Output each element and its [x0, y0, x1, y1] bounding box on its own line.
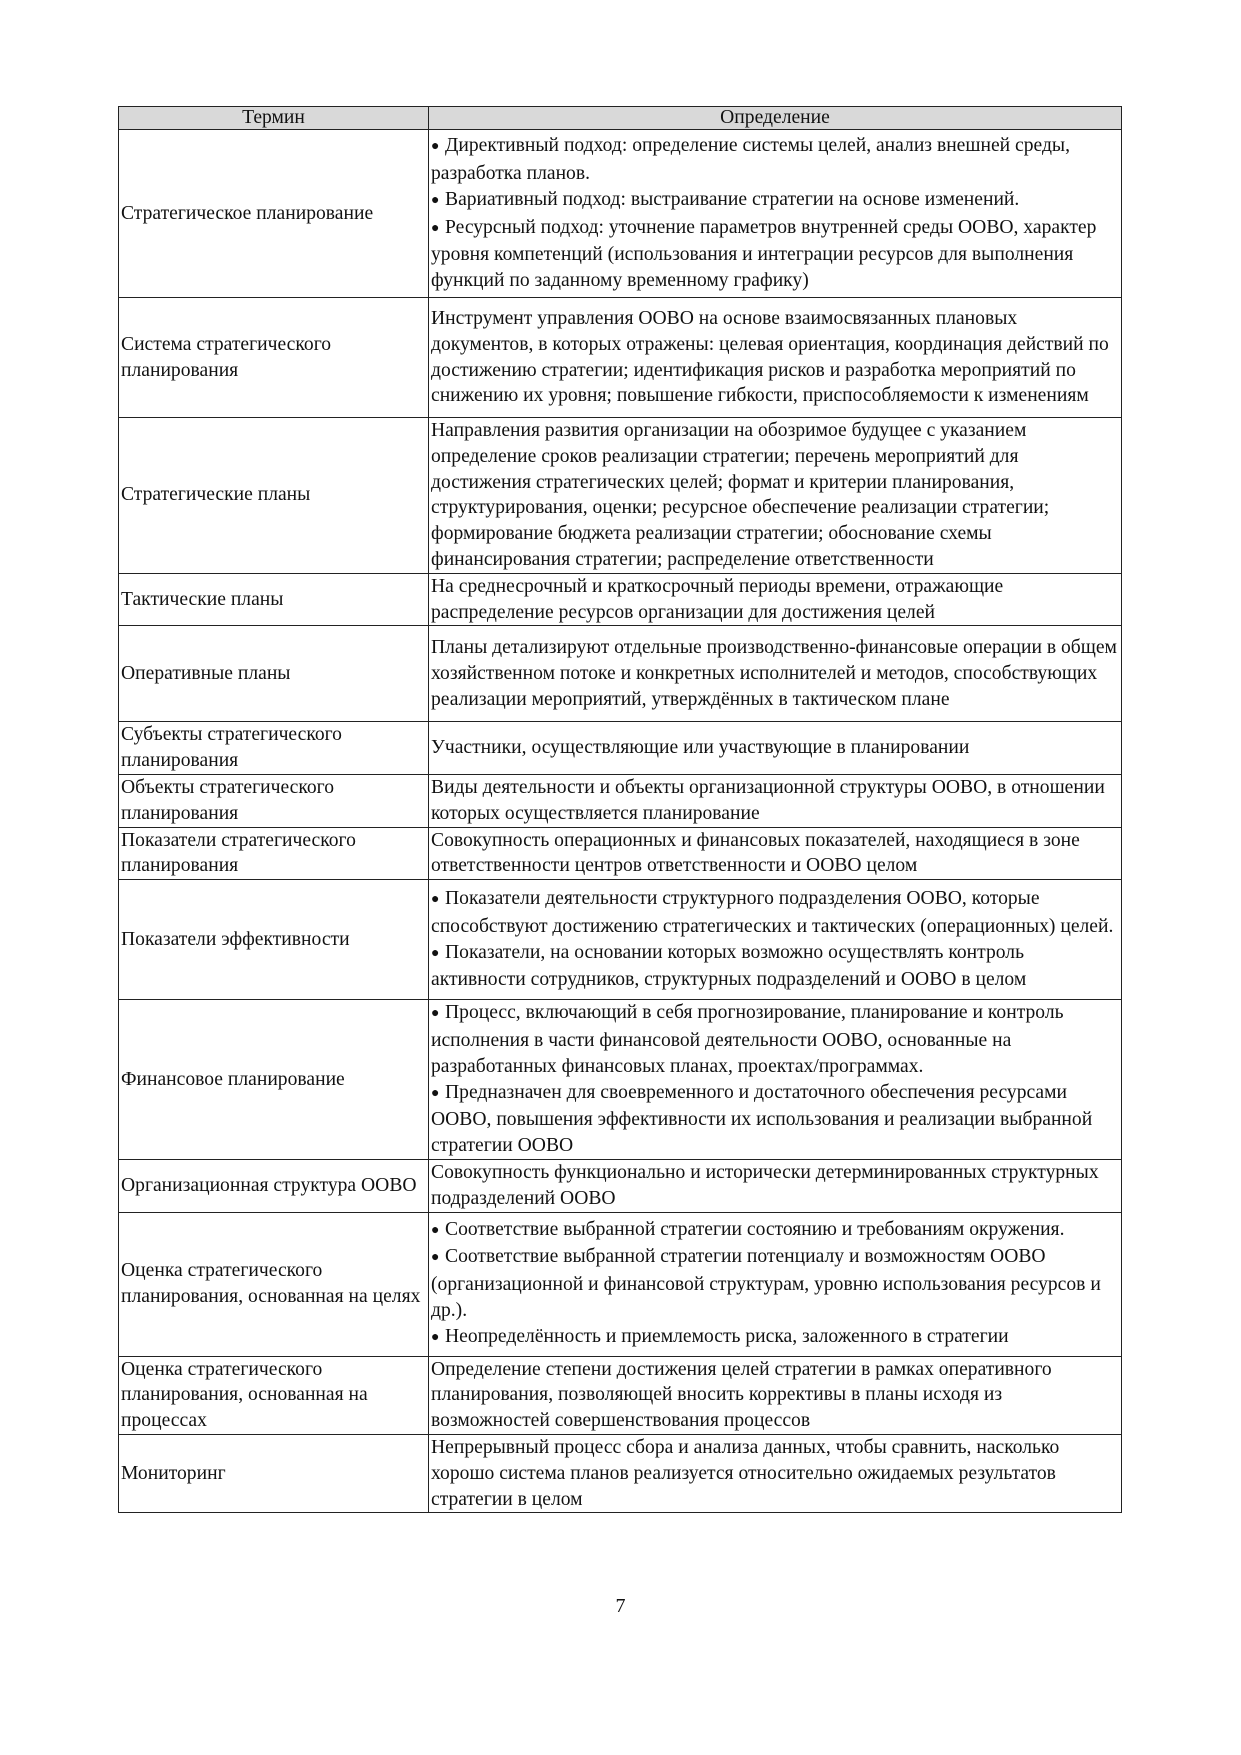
definition-text	[431, 828, 1119, 880]
bullet-icon: ●	[431, 1222, 440, 1238]
bullet-item	[431, 133, 1119, 187]
terms-table	[118, 106, 1122, 1513]
definition-cell	[429, 573, 1122, 626]
table-row	[119, 827, 1122, 880]
table-row	[119, 880, 1122, 1000]
term-column-header: Термин	[119, 107, 429, 130]
term-cell: Объекты стратегического планирования	[119, 774, 429, 827]
definition-line-text: Вариативный подход: выстраивание стратегии на основе изменений.	[445, 188, 1020, 210]
table-row	[119, 774, 1122, 827]
term-cell: Показатели эффективности	[119, 880, 429, 1000]
bullet-item	[431, 940, 1119, 994]
definition-text	[431, 1160, 1119, 1212]
table-row	[119, 1212, 1122, 1356]
bullet-item	[431, 1080, 1119, 1159]
table-row	[119, 1159, 1122, 1212]
bullet-item	[431, 1324, 1119, 1352]
bullet-icon: ●	[431, 1250, 440, 1266]
term-cell: Стратегическое планирование	[119, 130, 429, 298]
definition-line-text: Планы детализируют отдельные производственно-финансовые операции в общем хозяйственном потоке и конкретных исполнителей и методов, способствующих реализации мероприятий, утверждённых в тактическом плане	[431, 637, 1117, 710]
definition-cell	[429, 1356, 1122, 1434]
bullet-item	[431, 215, 1119, 294]
definition-line-text: Директивный подход: определение системы целей, анализ внешней среды, разработка планов.	[431, 135, 1070, 184]
definition-line-text: Участники, осуществляющие или участвующие в планировании	[431, 737, 970, 759]
definition-cell	[429, 130, 1122, 298]
definition-line-text: Определение степени достижения целей стратегии в рамках оперативного планирования, позволяющей вносить коррективы в планы исходя из возможностей совершенствования процессов	[431, 1358, 1052, 1432]
definition-cell	[429, 774, 1122, 827]
table-row	[119, 1356, 1122, 1434]
definition-cell	[429, 1212, 1122, 1356]
definition-cell	[429, 418, 1122, 574]
table-row	[119, 722, 1122, 775]
term-cell: Система стратегического планирования	[119, 298, 429, 418]
term-cell: Мониторинг	[119, 1434, 429, 1512]
term-cell: Оценка стратегического планирования, основанная на процессах	[119, 1356, 429, 1434]
bullet-icon: ●	[431, 192, 440, 208]
definition-line-text: Неопределённость и приемлемость риска, заложенного в стратегии	[445, 1325, 1009, 1347]
bullet-icon: ●	[431, 1085, 440, 1101]
term-cell: Стратегические планы	[119, 418, 429, 574]
bullet-icon: ●	[431, 220, 440, 236]
definition-cell	[429, 880, 1122, 1000]
bullet-icon: ●	[431, 1006, 440, 1022]
definition-column-header: Определение	[429, 107, 1122, 130]
table-row	[119, 1434, 1122, 1512]
page-number: 7	[615, 1595, 626, 1617]
definition-cell	[429, 1434, 1122, 1512]
definition-text	[431, 775, 1119, 827]
table-row	[119, 1000, 1122, 1160]
table-row	[119, 573, 1122, 626]
definition-cell	[429, 827, 1122, 880]
bullet-item	[431, 886, 1119, 940]
bullet-item	[431, 1217, 1119, 1245]
bullet-icon: ●	[431, 1329, 440, 1345]
definition-line-text: Соответствие выбранной стратегии состоянию и требованиям окружения.	[445, 1218, 1065, 1240]
term-cell: Оценка стратегического планирования, основанная на целях	[119, 1212, 429, 1356]
table-header-row	[119, 107, 1122, 130]
bullet-item	[431, 187, 1119, 215]
definition-line-text: Процесс, включающий в себя прогнозирование, планирование и контроль исполнения в части финансовой деятельности ООВО, основанные на разработанных финансовых планах, проектах/программах.	[431, 1002, 1064, 1077]
definition-text	[431, 735, 1119, 761]
definition-line-text: Направления развития организации на обозримое будущее с указанием определение сроков реализации стратегии; перечень мероприятий для достижения стратегических целей; формат и критерии планирования, структурирования, оценки; ресурсное обеспечение реализации стратегии; формирование бюджета реализации стратегии; обоснование схемы финансирования стратегии; распределение ответственности	[431, 420, 1050, 570]
table-row	[119, 418, 1122, 574]
definition-cell	[429, 722, 1122, 775]
table-row	[119, 626, 1122, 722]
definition-text	[431, 1357, 1119, 1434]
term-cell: Показатели стратегического планирования	[119, 827, 429, 880]
definition-line-text: Совокупность функционально и исторически детерминированных структурных подразделений ООВО	[431, 1161, 1099, 1209]
table-row	[119, 298, 1122, 418]
table-row	[119, 130, 1122, 298]
definition-text	[431, 635, 1119, 712]
definition-text	[431, 418, 1119, 573]
term-cell: Субъекты стратегического планирования	[119, 722, 429, 775]
term-cell: Организационная структура ООВО	[119, 1159, 429, 1212]
definition-cell	[429, 626, 1122, 722]
definition-line-text: Совокупность операционных и финансовых показателей, находящиеся в зоне ответственности центров ответственности и ООВО целом	[431, 829, 1080, 877]
definition-text	[431, 1435, 1119, 1512]
definition-line-text: Непрерывный процесс сбора и анализа данных, чтобы сравнить, насколько хорошо система планов реализуется относительно ожидаемых результатов стратегии в целом	[431, 1436, 1060, 1510]
term-cell: Тактические планы	[119, 573, 429, 626]
definition-line-text: Инструмент управления ООВО на основе взаимосвязанных плановых документов, в которых отражены: целевая ориентация, координация действий по достижению стратегии; идентификация рисков и разработка мероприятий по снижению их уровня; повышение гибкости, приспособляемости к изменениям	[431, 307, 1109, 407]
definition-line-text: Соответствие выбранной стратегии потенциалу и возможностям ООВО (организационной и финансовой структурам, уровню использования ресурсов и др.).	[431, 1246, 1101, 1321]
term-cell: Оперативные планы	[119, 626, 429, 722]
definition-line-text: Виды деятельности и объекты организационной структуры ООВО, в отношении которых осуществляется планирование	[431, 776, 1105, 824]
term-cell: Финансовое планирование	[119, 1000, 429, 1160]
definition-text	[431, 306, 1119, 409]
bullet-item	[431, 1000, 1119, 1079]
definition-line-text: Показатели деятельности структурного подразделения ООВО, которые способствуют достижению стратегических и тактических (операционных) целей.	[431, 888, 1114, 937]
bullet-icon: ●	[431, 945, 440, 961]
bullet-item	[431, 1244, 1119, 1323]
definition-line-text: Предназначен для своевременного и достаточного обеспечения ресурсами ООВО, повышения эффективности их использования и реализации выбранной стратегии ООВО	[431, 1081, 1093, 1157]
terms-table-body	[119, 130, 1122, 1513]
definition-line-text: На среднесрочный и краткосрочный периоды времени, отражающие распределение ресурсов организации для достижения целей	[431, 575, 1004, 623]
definition-cell	[429, 1000, 1122, 1160]
definition-line-text: Ресурсный подход: уточнение параметров внутренней среды ООВО, характер уровня компетенций (использования и интеграции ресурсов для выполнения функций по заданному временному графику)	[431, 216, 1097, 292]
bullet-icon: ●	[431, 139, 440, 155]
definition-cell	[429, 298, 1122, 418]
definition-line-text: Показатели, на основании которых возможно осуществлять контроль активности сотрудников, структурных подразделений и ООВО в целом	[431, 941, 1027, 991]
definition-cell	[429, 1159, 1122, 1212]
bullet-icon: ●	[431, 892, 440, 908]
definition-text	[431, 574, 1119, 626]
